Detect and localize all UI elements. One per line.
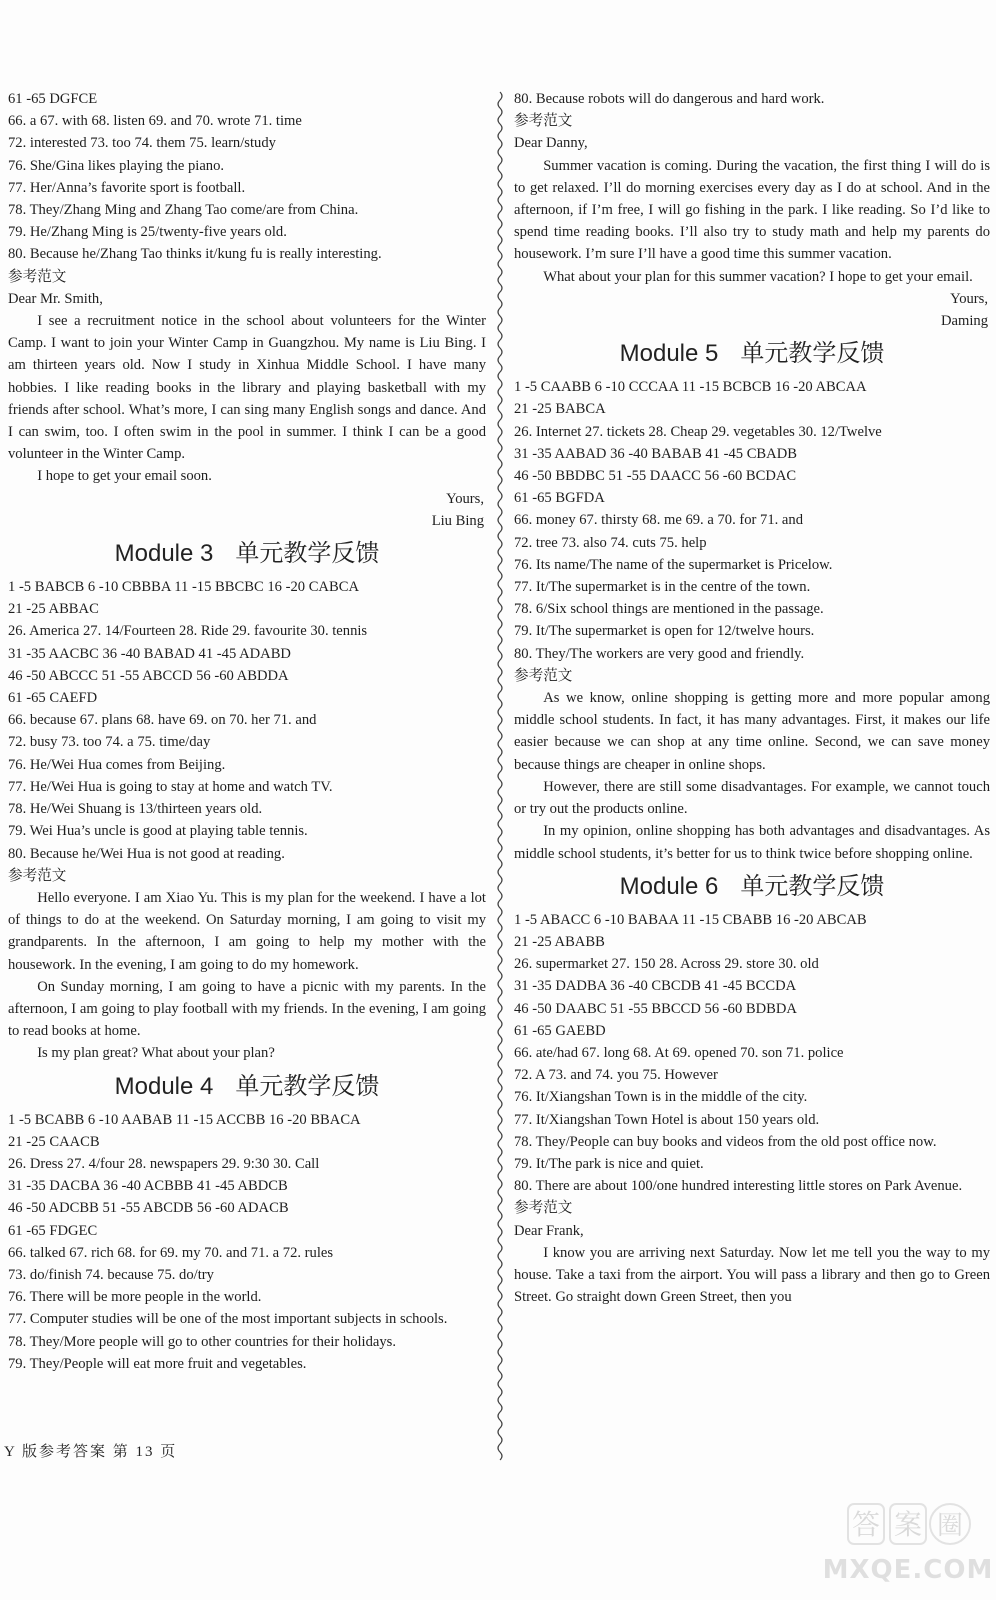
module-subtitle: 单元教学反馈 xyxy=(235,540,380,568)
answer-line: 77. It/The supermarket is in the centre of the town. xyxy=(514,579,811,596)
answer-line: 31 -35 AABAD 36 -40 BABAB 41 -45 CBADB xyxy=(514,445,797,462)
answer-line: 80. Because he/Zhang Tao thinks it/kung fu is really interesting. xyxy=(8,246,382,263)
essay-paragraph: I hope to get your email soon. xyxy=(37,468,212,485)
module-heading xyxy=(8,1065,486,1109)
page-footer: Y 版参考答案 第 13 页 xyxy=(4,1444,178,1460)
answer-line: 21 -25 CAACB xyxy=(8,1133,100,1150)
answer-line: 26. Dress 27. 4/four 28. newspapers 29. 9:30 30. Call xyxy=(8,1155,320,1172)
answer-line: 72. tree 73. also 74. cuts 75. help xyxy=(514,534,707,551)
sample-essay-label: 参考范文 xyxy=(514,113,573,130)
answer-line: 46 -50 ADCBB 51 -55 ABCDB 56 -60 ADACB xyxy=(8,1200,289,1217)
answer-line: Dear Mr. Smith, xyxy=(8,290,103,307)
right-column xyxy=(514,88,990,1308)
answer-line: 21 -25 ABABB xyxy=(514,933,605,950)
answer-line: 72. busy 73. too 74. a 75. time/day xyxy=(8,734,211,751)
essay-paragraph: Summer vacation is coming. During the vacation, the first thing I will do is to get relaxed. I’ll do morning exercises every day as I do at school. And in the afternoon, if I’m free, I will go fishing in the park. I like reading. So I’d like to spend time reading books. I’ll also try to study math and help my parents do housework. I’m sure I’ll have a good time this summer vacation. xyxy=(514,157,990,263)
answer-line: 76. She/Gina likes playing the piano. xyxy=(8,157,225,174)
essay-paragraph: Is my plan great? What about your plan? xyxy=(37,1045,275,1062)
answer-line: 26. Internet 27. tickets 28. Cheap 29. vegetables 30. 12/Twelve xyxy=(514,423,882,440)
answer-line: 21 -25 BABCA xyxy=(514,401,606,418)
sample-essay-label: 参考范文 xyxy=(514,667,573,684)
answer-line: 76. He/Wei Hua comes from Beijing. xyxy=(8,756,226,773)
answer-line: 79. He/Zhang Ming is 25/twenty-five years old. xyxy=(8,224,287,241)
essay-paragraph: What about your plan for this summer vacation? I hope to get your email. xyxy=(543,268,973,285)
module-number: Module 5 xyxy=(619,340,719,368)
answer-line: 78. He/Wei Shuang is 13/thirteen years old. xyxy=(8,801,263,818)
answer-line: Dear Danny, xyxy=(514,135,588,152)
essay-paragraph: As we know, online shopping is getting more and more popular among middle school students. In fact, it has many advantages. First, it makes our life easier because we can shop at any time online. Second, we can save money because things are cheaper in online shops. xyxy=(514,690,990,773)
letter-signoff: Liu Bing xyxy=(431,512,484,529)
sample-essay-label: 参考范文 xyxy=(8,268,67,285)
answer-line: 66. talked 67. rich 68. for 69. my 70. and 71. a 72. rules xyxy=(8,1244,334,1261)
answer-line: 1 -5 CAABB 6 -10 CCCAA 11 -15 BCBCB 16 -20 ABCAA xyxy=(514,379,867,396)
module-heading xyxy=(514,332,990,376)
answer-line: 80. There are about 100/one hundred interesting little stores on Park Avenue. xyxy=(514,1178,963,1195)
answer-line: 31 -35 DACBA 36 -40 ACBBB 41 -45 ABDCB xyxy=(8,1178,288,1195)
module-number: Module 6 xyxy=(619,872,719,900)
answer-line: 66. a 67. with 68. listen 69. and 70. wrote 71. time xyxy=(8,113,302,130)
letter-signoff: Yours, xyxy=(446,490,484,507)
answer-line: Dear Frank, xyxy=(514,1222,584,1239)
essay-paragraph: Hello everyone. I am Xiao Yu. This is my plan for the weekend. I have a lot of things to do at the weekend. On Saturday morning, I am going to visit my grandparents. In the afternoon, I am going to help my mother with the housework. In the evening, I am going to do my homework. xyxy=(8,889,486,973)
answer-line: 31 -35 AACBC 36 -40 BABAD 41 -45 ADABD xyxy=(8,645,291,662)
answer-line: 61 -65 BGFDA xyxy=(514,490,605,507)
answer-line: 79. It/The supermarket is open for 12/twelve hours. xyxy=(514,623,815,640)
answer-line: 61 -65 DGFCE xyxy=(8,91,98,107)
module-subtitle: 单元教学反馈 xyxy=(740,340,885,368)
answer-line: 80. They/The workers are very good and friendly. xyxy=(514,645,805,662)
sample-essay-label: 参考范文 xyxy=(8,867,67,884)
module-number: Module 3 xyxy=(114,540,214,568)
answer-line: 61 -65 FDGEC xyxy=(8,1222,98,1239)
answer-line: 1 -5 ABACC 6 -10 BABAA 11 -15 CBABB 16 -20 ABCAB xyxy=(514,911,867,928)
answer-line: 72. A 73. and 74. you 75. However xyxy=(514,1067,718,1084)
answer-line: 1 -5 BCABB 6 -10 AABAB 11 -15 ACCBB 16 -20 BBACA xyxy=(8,1111,361,1128)
answer-line: 76. It/Xiangshan Town is in the middle of the city. xyxy=(514,1089,808,1106)
essay-paragraph: In my opinion, online shopping has both advantages and disadvantages. As middle school students, it’s better for us to think twice before shopping online. xyxy=(514,823,990,862)
svg-text:圈: 圈 xyxy=(936,1511,964,1541)
module-subtitle: 单元教学反馈 xyxy=(235,1072,380,1100)
essay-paragraph: However, there are still some disadvantages. For example, we cannot touch or try out the products online. xyxy=(514,778,990,818)
answer-line: 78. They/More people will go to other countries for their holidays. xyxy=(8,1333,397,1350)
answer-line: 72. interested 73. too 74. them 75. learn/study xyxy=(8,135,276,152)
answer-line: 66. because 67. plans 68. have 69. on 70. her 71. and xyxy=(8,712,317,729)
answer-line: 46 -50 ABCCC 51 -55 ABCCD 56 -60 ABDDA xyxy=(8,667,289,684)
answer-line: 76. There will be more people in the world. xyxy=(8,1289,262,1306)
answer-line: 77. It/Xiangshan Town Hotel is about 150 years old. xyxy=(514,1111,820,1128)
answer-line: 26. America 27. 14/Fourteen 28. Ride 29. favourite 30. tennis xyxy=(8,623,368,640)
answer-line: 76. Its name/The name of the supermarket is Pricelow. xyxy=(514,556,833,573)
answer-line: 73. do/finish 74. because 75. do/try xyxy=(8,1266,214,1283)
answer-line: 80. Because he/Wei Hua is not good at reading. xyxy=(8,845,285,862)
answer-line: 66. money 67. thirsty 68. me 69. a 70. for 71. and xyxy=(514,512,803,529)
letter-signoff: Yours, xyxy=(950,290,988,307)
answer-line: 78. They/Zhang Ming and Zhang Tao come/are from China. xyxy=(8,202,359,219)
svg-text:MXQE.COM: MXQE.COM xyxy=(822,1555,994,1585)
answer-line: 46 -50 BBDBC 51 -55 DAACC 56 -60 BCDAC xyxy=(514,468,797,485)
answer-line: 80. Because robots will do dangerous and hard work. xyxy=(514,91,825,107)
module-heading xyxy=(514,865,990,909)
answer-line: 79. It/The park is nice and quiet. xyxy=(514,1155,704,1172)
letter-signoff: Daming xyxy=(940,313,988,330)
answer-line: 21 -25 ABBAC xyxy=(8,601,99,618)
answer-line: 61 -65 GAEBD xyxy=(514,1022,606,1039)
answer-line: 66. ate/had 67. long 68. At 69. opened 70. son 71. police xyxy=(514,1044,844,1061)
svg-text:案: 案 xyxy=(893,1508,923,1541)
answer-line: 46 -50 DAABC 51 -55 BBCCD 56 -60 BDBDA xyxy=(514,1000,797,1017)
answer-line: 78. They/People can buy books and videos from the old post office now. xyxy=(514,1133,937,1150)
answer-line: 26. supermarket 27. 150 28. Across 29. store 30. old xyxy=(514,956,819,973)
answer-line: 77. Her/Anna’s favorite sport is football. xyxy=(8,179,246,196)
answer-line: 78. 6/Six school things are mentioned in the passage. xyxy=(514,601,824,618)
answer-line: 79. Wei Hua’s uncle is good at playing table tennis. xyxy=(8,823,308,840)
module-heading xyxy=(8,532,486,576)
essay-paragraph: I know you are arriving next Saturday. Now let me tell you the way to my house. Take a taxi from the airport. You will pass a library and then go to Green Street. Go straight down Green Street, then you xyxy=(514,1244,990,1306)
answer-line: 61 -65 CAEFD xyxy=(8,690,98,707)
essay-paragraph: I see a recruitment notice in the school about volunteers for the Winter Camp. I want to join your Winter Camp in Guangzhou. My name is Liu Bing. I am thirteen years old. Now I study in Xinhua Middle School. I have many hobbies. I like reading books in the library and playing basketball with my friends after school. What’s more, I can sing many English songs and dance. And I can swim, too. I often swim in the pool in summer. I think I can be a good volunteer in the Winter Camp. xyxy=(8,313,486,463)
essay-paragraph: On Sunday morning, I am going to have a picnic with my parents. In the afternoon, I am going to play football with my friends. In the evening, I am going to read books at home. xyxy=(8,978,486,1040)
left-column xyxy=(8,88,486,1375)
watermark-logo xyxy=(822,1498,994,1594)
answer-line: 77. Computer studies will be one of the most important subjects in schools. xyxy=(8,1311,448,1328)
answer-line: 31 -35 DADBA 36 -40 CBCDB 41 -45 BCCDA xyxy=(514,978,797,995)
svg-text:答: 答 xyxy=(851,1508,881,1541)
answer-line: 1 -5 BABCB 6 -10 CBBBA 11 -15 BBCBC 16 -20 CABCA xyxy=(8,579,359,596)
answer-line: 79. They/People will eat more fruit and vegetables. xyxy=(8,1355,307,1372)
answer-line: 77. He/Wei Hua is going to stay at home and watch TV. xyxy=(8,778,333,795)
sample-essay-label: 参考范文 xyxy=(514,1200,573,1217)
module-subtitle: 单元教学反馈 xyxy=(740,872,885,900)
column-divider xyxy=(495,92,505,1455)
module-number: Module 4 xyxy=(114,1072,214,1100)
